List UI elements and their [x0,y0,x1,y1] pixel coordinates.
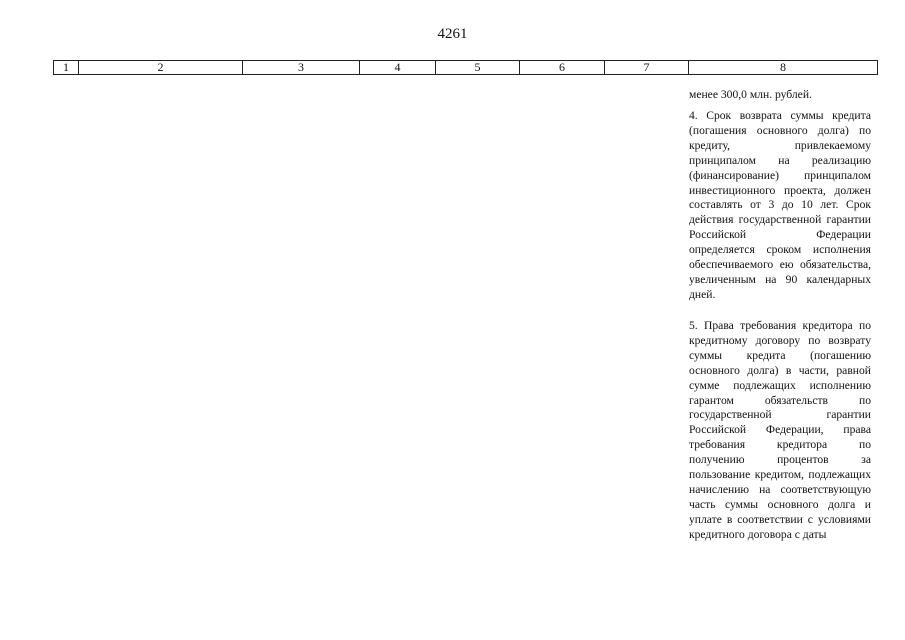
column-number-6: 6 [520,61,605,75]
item-5-text: 5. Права требования кредитора по кредитному договору по возврату суммы кредита (погашению основного долга) в части, равной сумме подлежащих исполнению гарантом обязательств по государственной гарантии Российской Федерации, права требования кредитора по получению процентов за пользование кредитом, подлежащих начислению на соответствующую часть суммы основного долга и уплате в соответствии с условиями кредитного договора с даты [689,319,871,541]
column8-item-4 [689,109,871,303]
item-4-text: 4. Срок возврата суммы кредита (погашения основного долга) по кредиту, привлекаемому принципалом на реализацию (финансирование) принципалом инвестиционного проекта, должен составлять от 3 до 10 лет. Срок действия государственной гарантии Российской Федерации определяется сроком исполнения обеспечиваемого ею обязательства, увеличенным на 90 календарных дней. [689,109,871,301]
column-number-7: 7 [605,61,689,75]
column-number-8: 8 [689,61,878,75]
column-number-2: 2 [79,61,243,75]
column-number-1: 1 [54,61,79,75]
column-number-row [53,60,878,75]
column-number-5: 5 [436,61,520,75]
column-number-3: 3 [243,61,360,75]
column8-item-5 [689,319,871,543]
page-number: 4261 [437,26,468,42]
column8-continuation [689,88,871,103]
column-number-4: 4 [360,61,436,75]
continuation-text: менее 300,0 млн. рублей. [689,88,812,101]
